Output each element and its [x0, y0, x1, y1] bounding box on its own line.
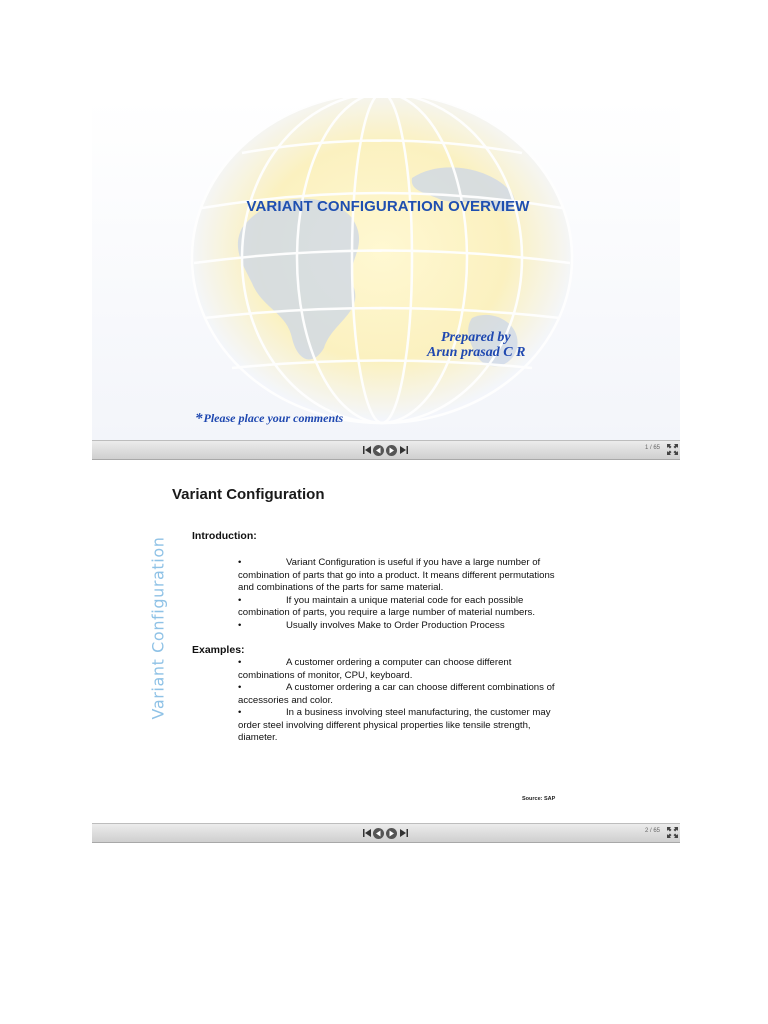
examples-heading: Examples: [192, 644, 245, 656]
asterisk: * [195, 411, 203, 427]
bullet-text: If you maintain a unique material code for each possible [286, 594, 524, 606]
page-navigation [362, 826, 408, 840]
viewer-toolbar-1 [92, 440, 680, 460]
last-page-icon[interactable] [399, 444, 408, 456]
slide-title: VARIANT CONFIGURATION OVERVIEW [246, 198, 530, 215]
last-page-icon[interactable] [399, 827, 408, 839]
bullet-text: In a business involving steel manufacturing, the customer may [286, 707, 551, 718]
bullet-line: • In a business involving steel manufacturing, the customer may [238, 707, 551, 718]
previous-page-icon[interactable] [373, 445, 384, 456]
bullet-line: • Variant Configuration is useful if you have a large number of [238, 557, 541, 568]
bullet-line: • A customer ordering a computer can choose different [238, 657, 512, 668]
bullet-line: combination of parts, you require a large number of material numbers. [238, 607, 536, 618]
fullscreen-icon[interactable] [667, 827, 678, 838]
introduction-heading: Introduction: [192, 530, 257, 542]
bullet-text: A customer ordering a car can choose different combinations of [286, 682, 555, 693]
page-navigation [362, 443, 408, 457]
prepared-by-label: Prepared by [441, 330, 511, 345]
bullet-text: Usually involves Make to Order Production Process [286, 619, 505, 631]
globe-background [92, 98, 680, 440]
first-page-icon[interactable] [362, 827, 371, 839]
next-page-icon[interactable] [386, 445, 397, 456]
slide-1 [92, 98, 680, 440]
source-note: Source: SAP [522, 796, 556, 802]
bullet-line: • Usually involves Make to Order Production Process [238, 619, 505, 631]
bullet-line: and combinations of the parts for same material. [238, 582, 444, 593]
next-page-icon[interactable] [386, 828, 397, 839]
page-counter: 1 / 65 [645, 445, 661, 451]
bullet-line: • A customer ordering a car can choose different combinations of [238, 682, 555, 693]
bullet-text: A customer ordering a computer can choose different [286, 657, 512, 668]
bullet-line: accessories and color. [238, 694, 333, 706]
fullscreen-icon[interactable] [667, 444, 678, 455]
slide-title: Variant Configuration [172, 486, 325, 503]
bullet-line: order steel involving different physical properties like tensile strength, [238, 719, 531, 731]
bullet-line: combination of parts that go into a product. It means different permutations [238, 569, 555, 581]
comments-note [195, 411, 343, 428]
page-counter: 2 / 65 [645, 828, 661, 834]
vertical-side-label: Variant Configuration [148, 536, 168, 720]
previous-page-icon[interactable] [373, 828, 384, 839]
first-page-icon[interactable] [362, 444, 371, 456]
bullet-line: combinations of monitor, CPU, keyboard. [238, 669, 413, 681]
prepared-by-block [427, 330, 525, 360]
introduction-bullets [238, 557, 588, 632]
author-name: Arun prasad C R [427, 345, 526, 360]
bullet-line: diameter. [238, 732, 278, 743]
bullet-text: Variant Configuration is useful if you have a large number of [286, 557, 541, 568]
comments-text: Please place your comments [203, 411, 344, 425]
slide-2 [92, 468, 680, 824]
examples-bullets [238, 657, 588, 745]
viewer-toolbar-2 [92, 823, 680, 843]
bullet-line: • If you maintain a unique material code for each possible [238, 594, 524, 606]
